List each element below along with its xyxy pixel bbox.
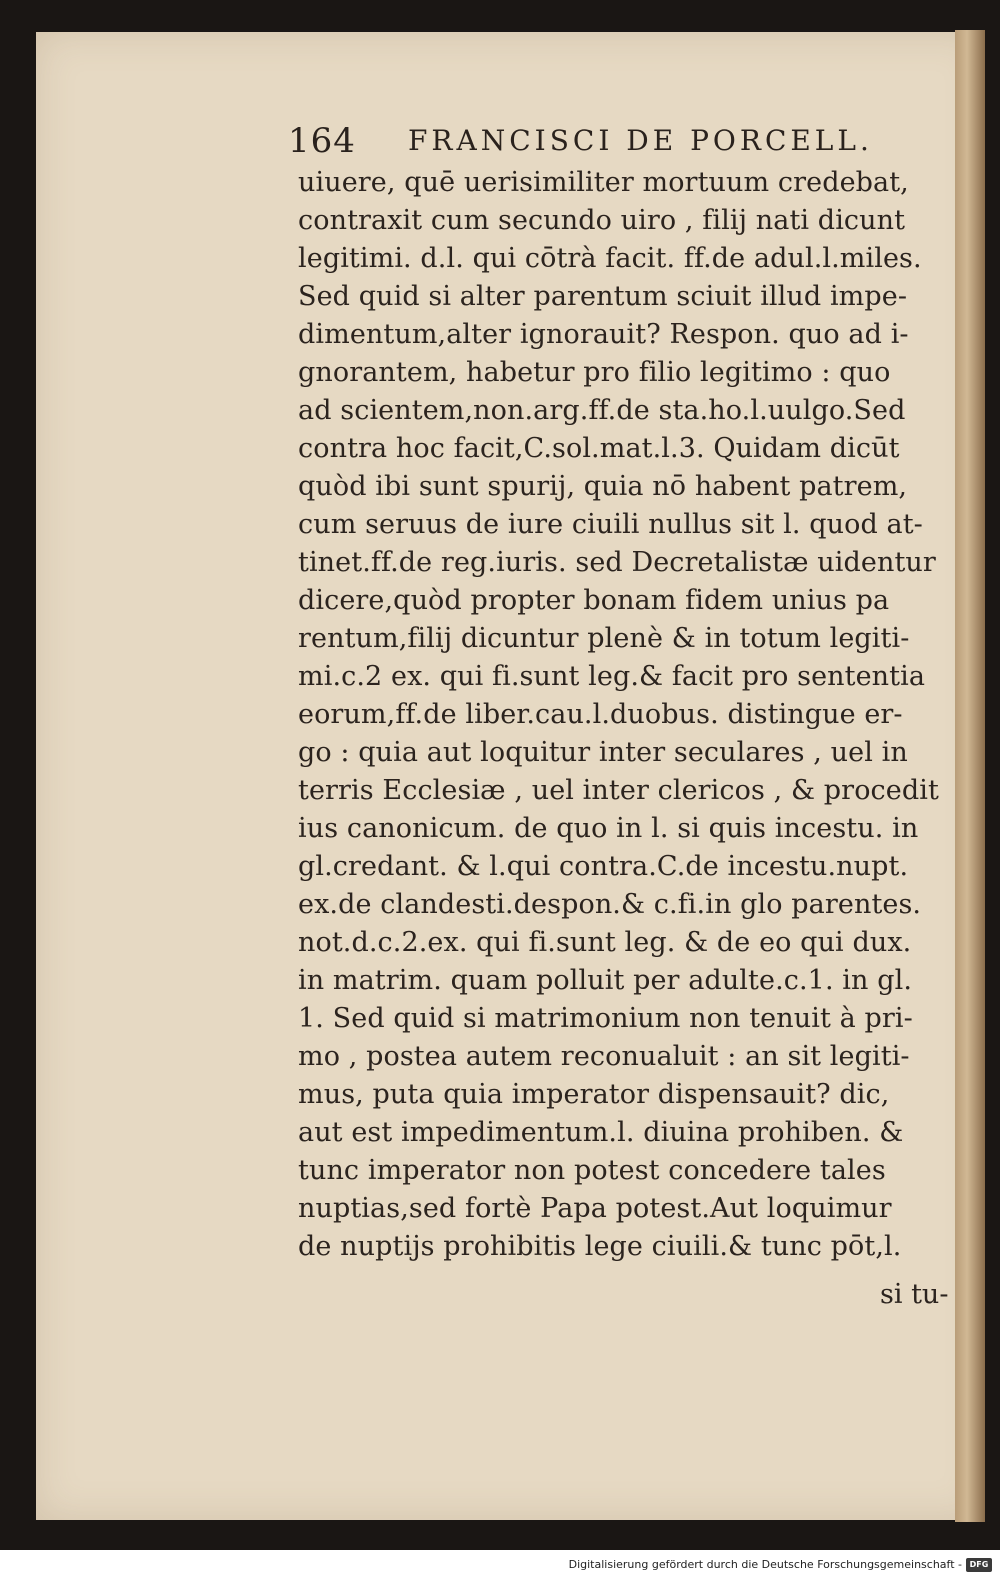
text-line: Sed quid si alter parentum sciuit illud impe- bbox=[298, 281, 908, 312]
text-line: dicere,quòd propter bonam fidem unius pa bbox=[298, 585, 890, 616]
text-block bbox=[298, 164, 958, 1266]
catchword: si tu- bbox=[880, 1279, 949, 1310]
text-line: aut est impedimentum.l. diuina prohiben. & bbox=[298, 1117, 904, 1148]
text-line: gl.credant. & l.qui contra.C.de incestu.nupt. bbox=[298, 851, 909, 882]
dfg-logo: DFG bbox=[966, 1558, 992, 1572]
text-line: quòd ibi sunt spurij, quia nō habent patrem, bbox=[298, 471, 908, 502]
text-line: dimentum,alter ignorauit? Respon. quo ad i- bbox=[298, 319, 909, 350]
folio-number: 164 bbox=[288, 121, 356, 161]
text-line: nuptias,sed fortè Papa potest.Aut loquimur bbox=[298, 1193, 892, 1224]
footer-bar bbox=[0, 1550, 1000, 1582]
text-line: go : quia aut loquitur inter seculares , uel in bbox=[298, 737, 908, 768]
text-line: tunc imperator non potest concedere tales bbox=[298, 1155, 886, 1186]
text-line: terris Ecclesiæ , uel inter clericos , & procedit bbox=[298, 775, 939, 806]
text-line: not.d.c.2.ex. qui fi.sunt leg. & de eo qui dux. bbox=[298, 927, 912, 958]
text-line: ius canonicum. de quo in l. si quis incestu. in bbox=[298, 813, 919, 844]
text-line: contra hoc facit,C.sol.mat.l.3. Quidam dicūt bbox=[298, 433, 900, 464]
text-line: mus, puta quia imperator dispensauit? dic, bbox=[298, 1079, 890, 1110]
text-line: 1. Sed quid si matrimonium non tenuit à pri- bbox=[298, 1003, 913, 1034]
text-line: mi.c.2 ex. qui fi.sunt leg.& facit pro sententia bbox=[298, 661, 926, 692]
running-title: FRANCISCI DE PORCELL. bbox=[408, 124, 873, 157]
funding-credit: Digitalisierung gefördert durch die Deutsche Forschungsgemeinschaft - bbox=[568, 1558, 962, 1571]
text-line: mo , postea autem reconualuit : an sit legiti- bbox=[298, 1041, 910, 1072]
text-line: ex.de clandesti.despon.& c.fi.in glo parentes. bbox=[298, 889, 922, 920]
text-line: de nuptijs prohibitis lege ciuili.& tunc pōt,l. bbox=[298, 1231, 902, 1262]
text-line: tinet.ff.de reg.iuris. sed Decretalistæ uidentur bbox=[298, 547, 936, 578]
text-line: legitimi. d.l. qui cōtrà facit. ff.de adul.l.miles. bbox=[298, 243, 922, 274]
text-line: cum seruus de iure ciuili nullus sit l. quod at- bbox=[298, 509, 923, 540]
text-line: uiuere, quē uerisimiliter mortuum credebat, bbox=[298, 167, 909, 198]
page-edge bbox=[955, 30, 985, 1522]
page-header bbox=[288, 118, 938, 164]
text-line: contraxit cum secundo uiro , filij nati dicunt bbox=[298, 205, 906, 236]
text-line: rentum,filij dicuntur plenè & in totum legiti- bbox=[298, 623, 910, 654]
text-line: ad scientem,non.arg.ff.de sta.ho.l.uulgo.Sed bbox=[298, 395, 906, 426]
text-line: in matrim. quam polluit per adulte.c.1. in gl. bbox=[298, 965, 913, 996]
text-line: eorum,ff.de liber.cau.l.duobus. distingue er- bbox=[298, 699, 903, 730]
text-line: gnorantem, habetur pro filio legitimo : quo bbox=[298, 357, 891, 388]
